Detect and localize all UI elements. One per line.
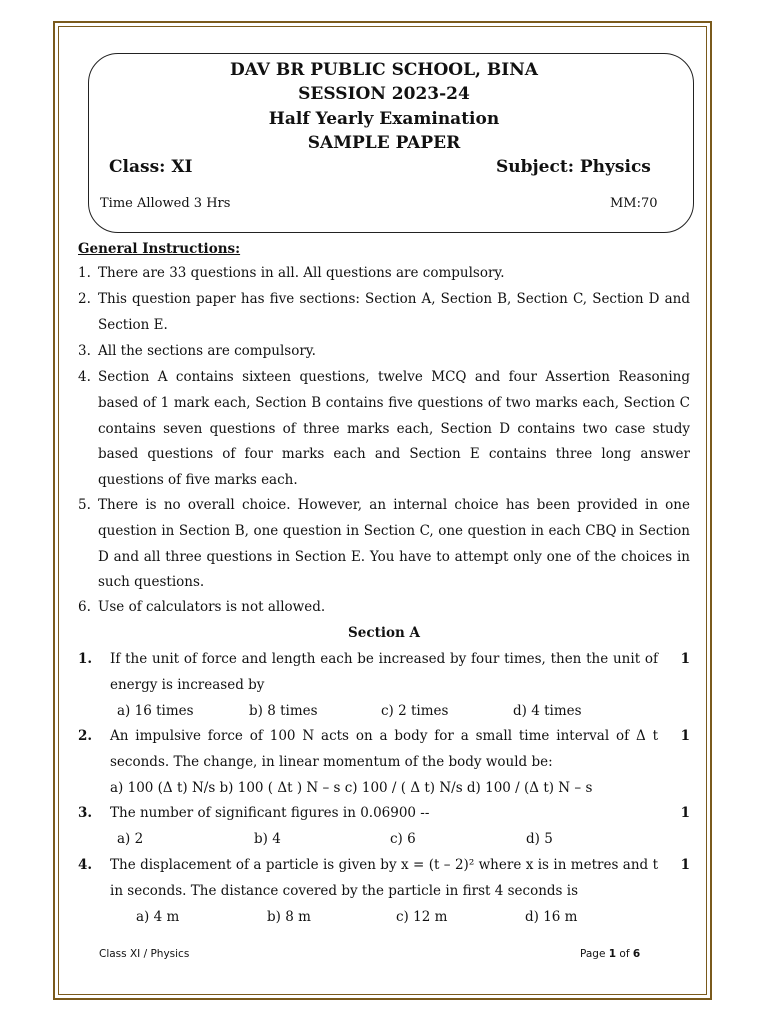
section-a-title: Section A xyxy=(348,625,420,641)
option-d: d) 5 xyxy=(526,831,553,847)
instructions-title: General Instructions: xyxy=(78,241,241,257)
time-allowed: Time Allowed 3 Hrs xyxy=(100,196,231,211)
instruction-number: 1. xyxy=(78,265,91,281)
question-number: 3. xyxy=(78,805,93,821)
page-total: 6 xyxy=(632,948,641,960)
instruction-item xyxy=(78,339,690,365)
question-marks: 1 xyxy=(680,651,690,667)
page-prefix: Page xyxy=(580,948,609,960)
option-d: d) 16 m xyxy=(525,909,578,925)
instruction-number: 4. xyxy=(78,369,91,385)
question-2 xyxy=(78,724,690,776)
instruction-item xyxy=(78,261,690,287)
session-line: SESSION 2023-24 xyxy=(298,84,470,104)
option-b: b) 8 times xyxy=(249,703,318,719)
question-text: If the unit of force and length each be increased by four times, then the unit of energy is increased by xyxy=(110,651,658,693)
instruction-text: All the sections are compulsory. xyxy=(98,343,316,359)
option-b: b) 4 xyxy=(254,831,281,847)
instruction-item xyxy=(78,493,690,596)
question-number: 1. xyxy=(78,651,93,667)
instruction-item xyxy=(78,365,690,494)
instruction-text: There is no overall choice. However, an internal choice has been provided in one question in Section B, one question in Section C, one question in each CBQ in Section D and all three questions in Section E. You have to attempt only one of the choices in such questions. xyxy=(98,497,690,591)
school-name: DAV BR PUBLIC SCHOOL, BINA xyxy=(230,60,538,80)
option-d: d) 4 times xyxy=(513,703,582,719)
question-number: 4. xyxy=(78,857,93,873)
question-text: The displacement of a particle is given by x = (t – 2)² where x is in metres and t in seconds. The distance covered by the particle in first 4 seconds is xyxy=(110,857,658,899)
instruction-item xyxy=(78,287,690,339)
class-label: Class: XI xyxy=(109,157,193,177)
subject-label: Subject: Physics xyxy=(496,157,651,177)
exam-name: Half Yearly Examination xyxy=(268,109,500,129)
instruction-text: There are 33 questions in all. All questions are compulsory. xyxy=(98,265,505,281)
page-of: of xyxy=(616,948,633,960)
instruction-number: 5. xyxy=(78,497,91,513)
option-c: c) 6 xyxy=(390,831,416,847)
instruction-text: This question paper has five sections: Section A, Section B, Section C, Section D and Section E. xyxy=(98,291,690,333)
max-marks: MM:70 xyxy=(610,196,658,211)
instruction-number: 3. xyxy=(78,343,91,359)
footer-left: Class XI / Physics xyxy=(99,948,190,960)
option-b: b) 8 m xyxy=(267,909,311,925)
page-current: 1 xyxy=(608,948,617,960)
instruction-item xyxy=(78,595,690,621)
option-a: a) 16 times xyxy=(117,703,194,719)
question-marks: 1 xyxy=(680,728,690,744)
question-3 xyxy=(78,801,690,827)
question-marks: 1 xyxy=(680,857,690,873)
option-a: a) 4 m xyxy=(136,909,180,925)
question-marks: 1 xyxy=(680,805,690,821)
instruction-number: 2. xyxy=(78,291,91,307)
option-c: c) 12 m xyxy=(396,909,448,925)
question-4 xyxy=(78,853,690,905)
option-c: c) 2 times xyxy=(381,703,449,719)
question-number: 2. xyxy=(78,728,93,744)
instruction-number: 6. xyxy=(78,599,91,615)
paper-type: SAMPLE PAPER xyxy=(307,133,461,153)
instruction-text: Section A contains sixteen questions, twelve MCQ and four Assertion Reasoning based of 1 mark each, Section B contains five questions of two marks each, Section C contains seven questions of three marks each, Section D contains two case study based questions of four marks each and Section E contains three long answer questions of five marks each. xyxy=(98,369,690,489)
question-text: An impulsive force of 100 N acts on a body for a small time interval of Δ t seconds. The change, in linear momentum of the body would be: xyxy=(110,728,658,770)
question-text: The number of significant figures in 0.06900 -- xyxy=(110,805,430,821)
option-a: a) 2 xyxy=(117,831,144,847)
question-2-options: a) 100 (Δ t) N/s b) 100 ( Δt ) N – s c) 100 / ( Δ t) N/s d) 100 / (Δ t) N – s xyxy=(110,780,593,796)
page-number xyxy=(580,948,640,960)
question-1 xyxy=(78,647,690,699)
instruction-text: Use of calculators is not allowed. xyxy=(98,599,326,615)
